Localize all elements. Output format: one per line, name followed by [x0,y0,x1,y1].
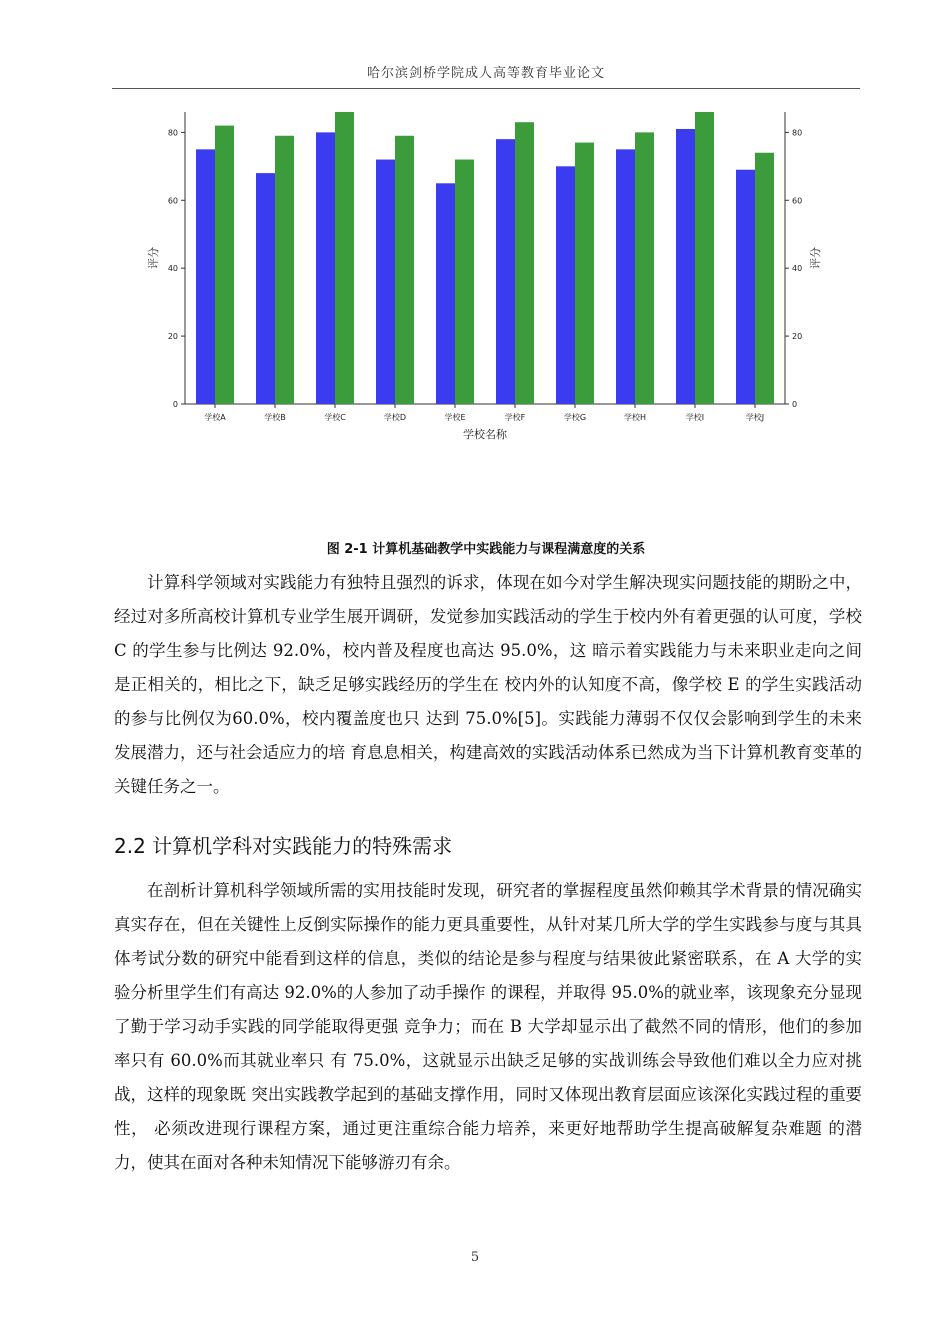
y-tick-label-left: 80 [167,128,178,138]
bar-学校H-series-2 [635,132,654,404]
x-tick-label: 学校H [623,413,647,422]
y-tick-label-right: 20 [792,332,803,342]
bar-学校E-series-1 [436,183,455,404]
bar-学校F-series-1 [496,139,515,404]
bar-chart [130,100,820,525]
bar-学校D-series-1 [376,160,395,404]
body-paragraph-1: 计算科学领域对实践能力有独特且强烈的诉求，体现在如今对学生解决现实问题技能的期盼之中，经过对多所高校计算机专业学生展开调研，发觉参加实践活动的学生于校内外有着更强的认可度，学校 C 的学生参与比例达 92.0%，校内普及程度也高达 95.0%，这 暗示着实践能力与未来职业走向之间是正相关的，相比之下，缺乏足够实践经历的学生在 校内外的认知度不高，像学校 E 的学生实践活动的参与比例仅为60.0%，校内覆盖度也只 达到 75.0%[5]。实践能力薄弱不仅仅会影响到学生的未来发展潜力，还与社会适应力的培 育息息相关，构建高效的实践活动体系已然成为当下计算机教育变革的关键任务之一。 [114,573,862,796]
figure-caption: 图 2-1 计算机基础教学中实践能力与课程满意度的关系 [326,542,646,557]
bar-学校C-series-2 [335,112,354,404]
x-tick-label: 学校I [685,413,705,422]
bar-学校J-series-2 [755,153,774,404]
x-tick-label: 学校E [444,413,466,422]
x-axis-title: 学校名称 [463,428,507,441]
y-tick-label-left: 0 [172,400,178,409]
y-axis-title-left: 评分 [147,247,160,269]
y-tick-label-right: 80 [792,128,803,138]
header-rule [112,88,860,89]
x-tick-label: 学校F [504,413,526,422]
section-heading: 2.2 计算机学科对实践能力的特殊需求 [114,834,453,858]
x-tick-label: 学校C [324,413,346,422]
bar-学校B-series-2 [275,136,294,404]
bar-学校J-series-1 [736,170,755,404]
y-tick-label-right: 60 [792,196,803,206]
bar-学校I-series-2 [695,112,714,404]
x-tick-label: 学校B [264,413,286,422]
y-axis-title-right: 评分 [809,247,822,269]
y-tick-label-left: 20 [167,332,178,342]
bar-学校I-series-1 [676,129,695,404]
page-number: 5 [470,1250,480,1265]
bar-学校G-series-2 [575,143,594,404]
y-tick-label-left: 40 [167,264,178,274]
x-tick-label: 学校J [745,413,765,422]
bar-学校G-series-1 [556,166,575,404]
x-tick-label: 学校D [383,413,407,422]
bar-学校F-series-2 [515,122,534,404]
x-tick-label: 学校G [563,413,587,422]
body-paragraph-2: 在剖析计算机科学领域所需的实用技能时发现，研究者的掌握程度虽然仰赖其学术背景的情况确实真实存在，但在关键性上反倒实际操作的能力更具重要性，从针对某几所大学的学生实践参与度与其具体考试分数的研究中能看到这样的信息，类似的结论是参与程度与结果彼此紧密联系，在 A 大学的实验分析里学生们有高达 92.0%的人参加了动手操作 的课程，并取得 95.0%的就业率，该现象充分显现了勤于学习动手实践的同学能取得更强 竞争力；而在 B 大学却显示出了截然不同的情形，他们的参加率只有 60.0%而其就业率只 有 75.0%，这就显示出缺乏足够的实战训练会导致他们难以全力应对挑战，这样的现象既 突出实践教学起到的基础支撑作用，同时又体现出教育层面应该深化实践过程的重要性， 必须改进现行课程方案，通过更注重综合能力培养，来更好地帮助学生提高破解复杂难题 的潜力，使其在面对各种未知情况下能够游刃有余。 [114,881,862,1172]
bar-学校A-series-2 [215,126,234,404]
bar-学校B-series-1 [256,173,275,404]
y-tick-label-left: 60 [167,196,178,206]
chart-plot-area [146,112,822,441]
x-tick-label: 学校A [204,413,226,422]
bar-学校A-series-1 [196,149,215,404]
bar-学校D-series-2 [395,136,414,404]
y-tick-label-right: 0 [792,400,798,409]
bar-学校C-series-1 [316,132,335,404]
page-header: 哈尔滨剑桥学院成人高等教育毕业论文 [366,66,605,81]
bar-学校E-series-2 [455,160,474,404]
bar-学校H-series-1 [616,149,635,404]
y-tick-label-right: 40 [792,264,803,274]
